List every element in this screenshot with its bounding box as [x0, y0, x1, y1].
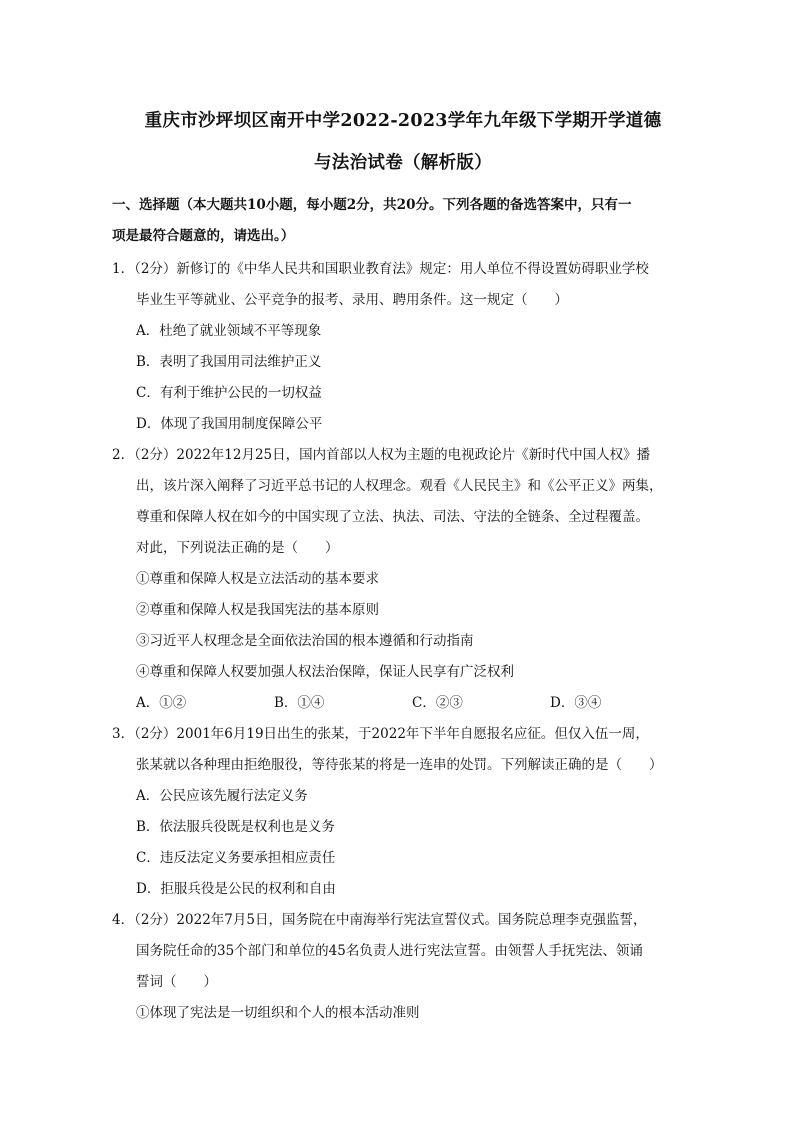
section-heading-line-1: 一、选择题（本大题共10小题，每小题2分，共20分。下列各题的备选答案中，只有一 — [112, 197, 632, 213]
statement-1: ①体现了宪法是一切组织和个人的根本活动准则 — [136, 1005, 420, 1021]
option-a: A．杜绝了就业领域不平等现象 — [136, 323, 322, 339]
option-b: B．依法服兵役既是权利也是义务 — [136, 819, 335, 835]
question-stem: 1．（2分）新修订的《中华人民共和国职业教育法》规定：用人单位不得设置妨碍职业学校 — [112, 261, 649, 277]
option-b: B．①④ — [274, 695, 325, 711]
question-stem: 2．（2分）2022年12月25日，国内首部以人权为主题的电视政论片《新时代中国人权》播 — [112, 447, 651, 463]
title-line-1: 重庆市沙坪坝区南开中学2022-2023学年九年级下学期开学道德 — [144, 111, 662, 131]
section-heading — [112, 190, 694, 252]
question-stem-continued: 出，该片深入阐释了习近平总书记的人权理念。观看《人民民主》和《公平正义》两集， — [136, 478, 663, 494]
question-1 — [112, 254, 694, 440]
option-b: B．表明了我国用司法维护正义 — [136, 354, 322, 370]
section-heading-line-2: 项是最符合题意的，请选出。） — [112, 228, 295, 244]
option-c: C．违反法定义务要承担相应责任 — [136, 850, 336, 866]
document-title — [112, 100, 694, 184]
question-stem: 3．（2分）2001年6月19日出生的张某，于2022年下半年自愿报名应征。但仅入伍一周， — [112, 726, 649, 742]
question-stem: 4．（2分）2022年7月5日，国务院在中南海举行宪法宣誓仪式。国务院总理李克强监誓， — [112, 912, 647, 928]
question-stem-continued: 誓词（ ） — [136, 974, 217, 990]
statement-4: ④尊重和保障人权要加强人权法治保障，保证人民享有广泛权利 — [136, 664, 514, 680]
question-2 — [112, 440, 694, 719]
question-4 — [112, 905, 694, 1029]
option-c: C．有利于维护公民的一切权益 — [136, 385, 322, 401]
option-c: C．②③ — [412, 695, 463, 711]
statement-1: ①尊重和保障人权是立法活动的基本要求 — [136, 571, 379, 587]
option-a: A．公民应该先履行法定义务 — [136, 788, 308, 804]
question-stem-continued: 毕业生平等就业、公平竞争的报考、录用、聘用条件。这一规定（ ） — [136, 292, 568, 308]
question-stem-continued: 张某就以各种理由拒绝服役，等待张某的将是一连串的处罚。下列解读正确的是（ ） — [136, 757, 663, 773]
option-d: D．体现了我国用制度保障公平 — [136, 416, 323, 432]
option-a: A．①② — [136, 695, 187, 711]
option-d: D．③④ — [550, 695, 602, 711]
statement-2: ②尊重和保障人权是我国宪法的基本原则 — [136, 602, 379, 618]
question-3 — [112, 719, 694, 905]
question-stem-continued: 对此，下列说法正确的是（ ） — [136, 540, 339, 556]
question-stem-continued: 国务院任命的35个部门和单位的45名负责人进行宪法宣誓。由领誓人手抚宪法、领诵 — [136, 943, 643, 959]
statement-3: ③习近平人权理念是全面依法治国的根本遵循和行动指南 — [136, 633, 474, 649]
title-line-2: 与法治试卷（解析版） — [314, 153, 492, 173]
question-stem-continued: 尊重和保障人权在如今的中国实现了立法、执法、司法、守法的全链条、全过程覆盖。 — [136, 509, 649, 525]
option-d: D．拒服兵役是公民的权利和自由 — [136, 881, 336, 897]
options-row — [112, 688, 694, 719]
